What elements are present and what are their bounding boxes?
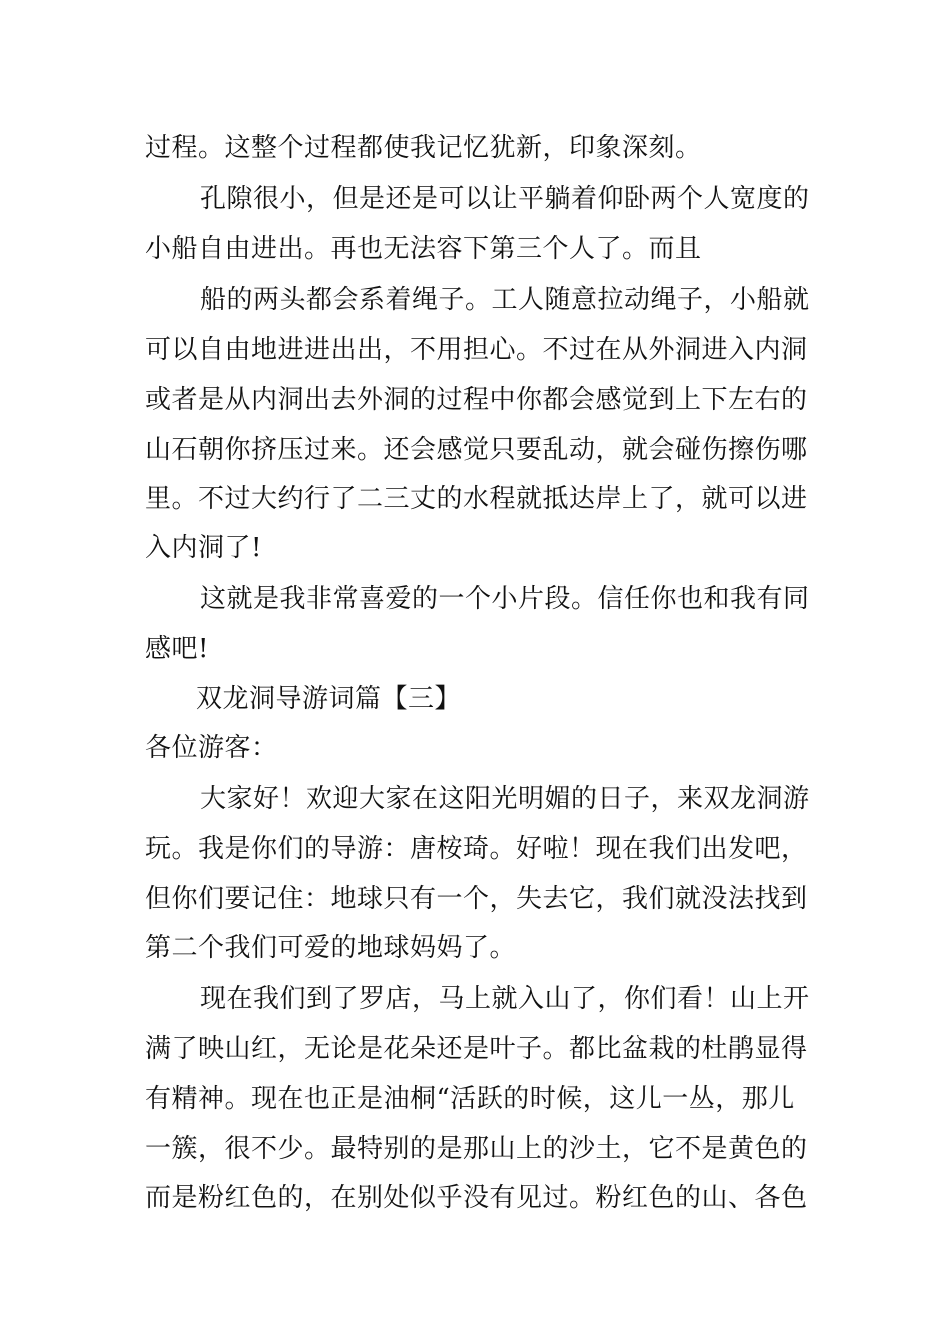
paragraph-first-line: 这就是我非常喜爱的一个小片段。信任你也和我有同 bbox=[200, 584, 810, 614]
text-line: 小船自由进出。再也无法容下第三个人了。而且 bbox=[145, 234, 702, 264]
paragraph-first-line: 孔隙很小，但是还是可以让平躺着仰卧两个人宽度的 bbox=[200, 184, 810, 214]
text-line: 玩。我是你们的导游：唐桉琦。好啦！现在我们出发吧， bbox=[145, 834, 808, 864]
text-line: 或者是从内洞出去外洞的过程中你都会感觉到上下左右的 bbox=[145, 385, 808, 415]
text-line: 山石朝你挤压过来。还会感觉只要乱动，就会碰伤擦伤哪 bbox=[145, 435, 808, 465]
section-heading: 双龙洞导游词篇【三】 bbox=[196, 684, 462, 714]
text-line: 满了映山红，无论是花朵还是叶子。都比盆栽的杜鹃显得 bbox=[145, 1034, 808, 1064]
paragraph-first-line: 现在我们到了罗店，马上就入山了，你们看！山上开 bbox=[200, 984, 810, 1014]
text-line: 一簇，很不少。最特别的是那山上的沙土，它不是黄色的 bbox=[145, 1134, 808, 1164]
text-line: 但你们要记住：地球只有一个，失去它，我们就没法找到 bbox=[145, 884, 808, 914]
text-line: 而是粉红色的，在别处似乎没有见过。粉红色的山、各色 bbox=[145, 1183, 808, 1213]
text-line: 感吧! bbox=[145, 634, 209, 664]
paragraph-first-line: 大家好！欢迎大家在这阳光明媚的日子，来双龙洞游 bbox=[200, 784, 810, 814]
text-line: 第二个我们可爱的地球妈妈了。 bbox=[145, 933, 517, 963]
text-line: 可以自由地进进出出，不用担心。不过在从外洞进入内洞 bbox=[145, 335, 808, 365]
text-line: 里。不过大约行了二三丈的水程就抵达岸上了，就可以进 bbox=[145, 484, 808, 514]
paragraph-first-line: 船的两头都会系着绳子。工人随意拉动绳子，小船就 bbox=[200, 285, 810, 315]
salutation: 各位游客： bbox=[145, 733, 278, 763]
text-line: 有精神。现在也正是油桐“活跃的时候，这儿一丛，那儿 bbox=[145, 1084, 795, 1114]
text-line: 过程。这整个过程都使我记忆犹新，印象深刻。 bbox=[145, 133, 702, 163]
text-line: 入内洞了! bbox=[145, 533, 262, 563]
